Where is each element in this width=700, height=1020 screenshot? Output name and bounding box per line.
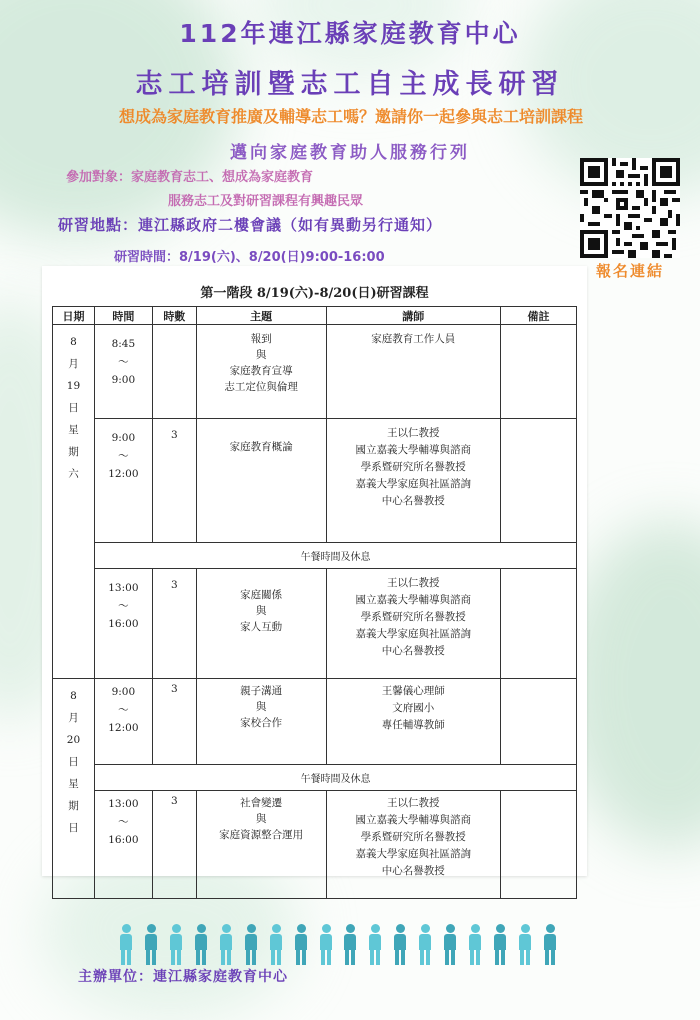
date-char: 8: [70, 690, 77, 702]
topic-line: 家庭資源整合運用: [219, 829, 304, 841]
qr-registration-label[interactable]: 報名連結: [595, 262, 664, 280]
topic-line: 社會變遷: [240, 797, 283, 809]
lecturer-line: 國立嘉義大學輔導與諮商: [355, 814, 472, 826]
person-icon: [517, 924, 533, 966]
person-icon: [417, 924, 433, 966]
time-info: 研習時間：8/19(六)、8/20(日)9:00-16:00: [114, 250, 385, 265]
date-char: 8: [70, 336, 77, 348]
person-icon: [392, 924, 408, 966]
person-icon: [193, 924, 209, 966]
topic-line: 志工定位與倫理: [224, 381, 298, 393]
page-subtitle: 志工培訓暨志工自主成長研習: [135, 69, 565, 100]
invitation-text: 想成為家庭教育推廣及輔導志工嗎？邀請你一起參與志工培訓課程: [118, 107, 583, 126]
lecturer-cell: [326, 419, 501, 543]
date-char: 期: [68, 446, 79, 458]
lecturer-line: 王馨儀心理師: [381, 685, 445, 697]
lunch-break-cell: 午餐時間及休息: [94, 765, 576, 791]
lecturer-line: 中心名譽教授: [381, 645, 445, 657]
end-time: 16:00: [108, 618, 139, 630]
schedule-sheet: [42, 266, 587, 876]
note-cell: [501, 791, 577, 899]
topic-line: 家庭教育宣導: [229, 365, 293, 377]
end-time: 12:00: [108, 722, 139, 734]
venue-info: 研習地點：連江縣政府二樓會議（如有異動另行通知）: [58, 216, 443, 234]
col-header-date: 日期: [53, 307, 95, 325]
lecturer-line: 學系暨研究所名譽教授: [360, 611, 466, 623]
date-char: 星: [68, 778, 79, 790]
table-header-row: [53, 307, 577, 325]
topic-line: 與: [255, 813, 267, 825]
topic-line: 與: [255, 605, 267, 617]
start-time: 8:45: [111, 338, 136, 350]
person-icon: [342, 924, 358, 966]
time-cell: [94, 419, 152, 543]
audience-line-1: 參加對象：家庭教育志工、想成為家庭教育: [66, 170, 314, 185]
time-separator: ～: [118, 816, 129, 828]
col-header-topic: 主題: [196, 307, 326, 325]
lecturer-line: 國立嘉義大學輔導與諮商: [355, 594, 472, 606]
note-cell: [501, 325, 577, 419]
table-row: [53, 679, 577, 765]
start-time: 13:00: [108, 582, 139, 594]
note-cell: [501, 679, 577, 765]
person-icon: [367, 924, 383, 966]
date-char: 月: [68, 712, 79, 724]
date-cell-day2: [53, 679, 95, 899]
time-cell: [94, 791, 152, 899]
person-icon: [143, 924, 159, 966]
organizer-info: 主辦單位：連江縣家庭教育中心: [78, 969, 288, 985]
hours-cell: 3: [152, 419, 196, 543]
page-title: 112年連江縣家庭教育中心: [179, 19, 521, 48]
lecturer-line: 王以仁教授: [387, 427, 440, 439]
person-icon: [492, 924, 508, 966]
topic-line: 報到: [250, 333, 272, 345]
lecturer-line: 王以仁教授: [387, 577, 440, 589]
start-time: 9:00: [111, 686, 136, 698]
date-char: 月: [68, 358, 79, 370]
date-char: 19: [66, 380, 81, 392]
lecturer-line: 國立嘉義大學輔導與諮商: [355, 444, 472, 456]
topic-line: 家人互動: [240, 621, 283, 633]
lecturer-line: 家庭教育工作人員: [371, 333, 456, 345]
topic-cell: [196, 679, 326, 765]
topic-line: 與: [255, 349, 267, 361]
person-icon: [542, 924, 558, 966]
schedule-table: [52, 306, 577, 899]
person-icon: [467, 924, 483, 966]
time-separator: ～: [118, 356, 129, 368]
hours-cell: 3: [152, 679, 196, 765]
table-row: [53, 325, 577, 419]
table-row: [53, 791, 577, 899]
lecturer-line: 專任輔導教師: [381, 719, 445, 731]
schedule-title: 第一階段 8/19(六)-8/20(日)研習課程: [200, 286, 429, 301]
lecturer-cell: [326, 679, 501, 765]
lecturer-cell: [326, 791, 501, 899]
person-icon: [293, 924, 309, 966]
col-header-hours: 時數: [152, 307, 196, 325]
date-char: 星: [68, 424, 79, 436]
topic-line: 家庭關係: [240, 589, 283, 601]
topic-line: 與: [255, 701, 267, 713]
lunch-break-cell: 午餐時間及休息: [94, 543, 576, 569]
time-separator: ～: [118, 450, 129, 462]
hours-cell: 3: [152, 791, 196, 899]
lecturer-line: 文府國小: [392, 702, 435, 714]
start-time: 13:00: [108, 798, 139, 810]
topic-cell: [196, 791, 326, 899]
people-decoration: [118, 924, 558, 966]
lecturer-cell: [326, 569, 501, 679]
table-row-lunch: [53, 543, 577, 569]
col-header-lecturer: 講師: [326, 307, 501, 325]
lecturer-line: 嘉義大學家庭與社區諮詢: [355, 628, 472, 640]
time-cell: [94, 679, 152, 765]
topic-line: 親子溝通: [240, 685, 283, 697]
date-char: 20: [66, 734, 81, 746]
topic-line: 家校合作: [240, 717, 283, 729]
date-char: 日: [68, 402, 79, 414]
time-separator: ～: [118, 704, 129, 716]
lecturer-line: 王以仁教授: [387, 797, 440, 809]
qr-code-icon[interactable]: [580, 158, 680, 258]
lecturer-line: 中心名譽教授: [381, 495, 445, 507]
audience-line-2: 服務志工及對研習課程有興趣民眾: [168, 194, 364, 209]
topic-line: 家庭教育概論: [229, 441, 293, 453]
note-cell: [501, 419, 577, 543]
time-cell: [94, 325, 152, 419]
end-time: 16:00: [108, 834, 139, 846]
date-char: 六: [68, 468, 79, 480]
lecturer-line: 學系暨研究所名譽教授: [360, 831, 466, 843]
invitation-tagline: 邁向家庭教育助人服務行列: [230, 143, 470, 163]
table-row: [53, 569, 577, 679]
person-icon: [118, 924, 134, 966]
lecturer-line: 嘉義大學家庭與社區諮詢: [355, 848, 472, 860]
person-icon: [442, 924, 458, 966]
col-header-note: 備註: [501, 307, 577, 325]
topic-cell: [196, 419, 326, 543]
lecturer-line: 中心名譽教授: [381, 865, 445, 877]
hours-cell: [152, 325, 196, 419]
person-icon: [318, 924, 334, 966]
date-cell-day1: [53, 325, 95, 679]
lecturer-line: 嘉義大學家庭與社區諮詢: [355, 478, 472, 490]
date-char: 日: [68, 822, 79, 834]
topic-cell: [196, 569, 326, 679]
note-cell: [501, 569, 577, 679]
start-time: 9:00: [111, 432, 136, 444]
person-icon: [168, 924, 184, 966]
person-icon: [243, 924, 259, 966]
person-icon: [218, 924, 234, 966]
date-char: 期: [68, 800, 79, 812]
table-row: [53, 419, 577, 543]
lecturer-line: 學系暨研究所名譽教授: [360, 461, 466, 473]
col-header-time: 時間: [94, 307, 152, 325]
end-time: 9:00: [111, 374, 136, 386]
date-char: 日: [68, 756, 79, 768]
hours-cell: 3: [152, 569, 196, 679]
time-separator: ～: [118, 600, 129, 612]
end-time: 12:00: [108, 468, 139, 480]
table-row-lunch: [53, 765, 577, 791]
lecturer-cell: [326, 325, 501, 419]
person-icon: [268, 924, 284, 966]
time-cell: [94, 569, 152, 679]
topic-cell: [196, 325, 326, 419]
